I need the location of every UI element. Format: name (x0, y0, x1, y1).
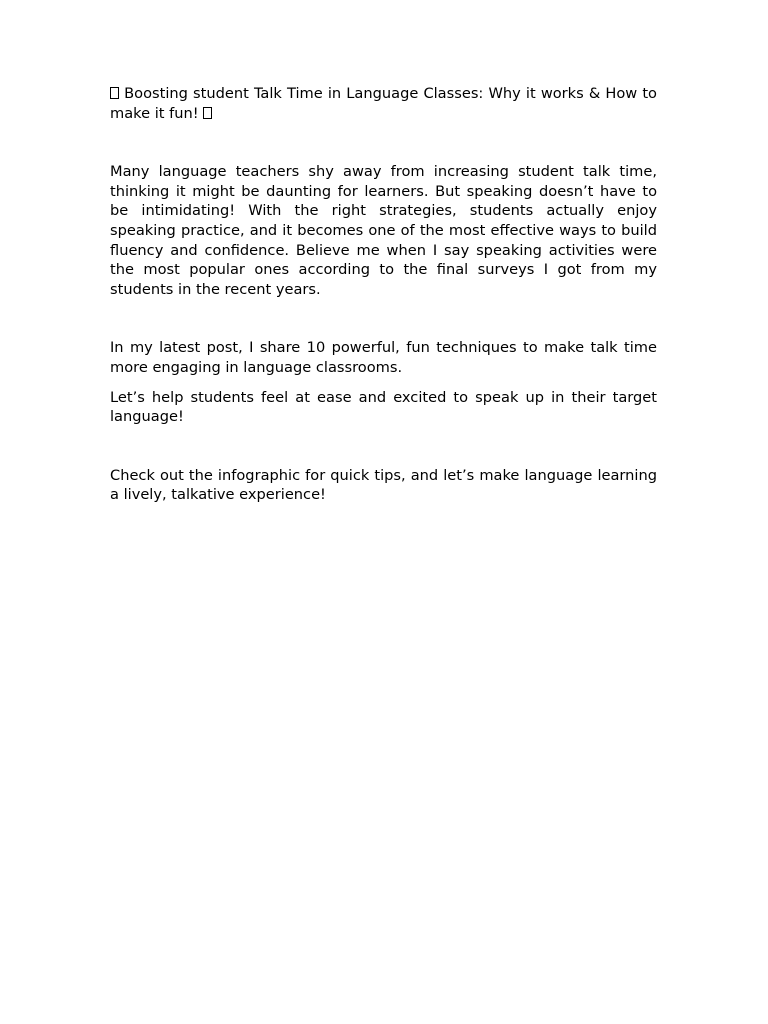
post-title (110, 84, 657, 123)
document-body (110, 84, 657, 505)
paragraph-encouragement: Let’s help students feel at ease and excited to speak up in their target language! (110, 388, 657, 426)
missing-emoji-icon (110, 87, 119, 99)
post-title-text: Boosting student Talk Time in Language Classes: Why it works & How to make it fun! (110, 85, 657, 122)
paragraph-intro: Many language teachers shy away from increasing student talk time, thinking it might be daunting for learners. But speaking doesn’t have to be intimidating! With the right strategies, students actually enjoy speaking practice, and it becomes one of the most effective ways to build fluency and confidence. Believe me when I say speaking activities were the most popular ones according to the final surveys I got from my students in the recent years. (110, 163, 657, 298)
missing-emoji-icon (203, 107, 212, 119)
paragraph-call-to-action: Check out the infographic for quick tips, and let’s make language learning a lively, talkative experience! (110, 466, 657, 504)
paragraph-latest-post: In my latest post, I share 10 powerful, fun techniques to make talk time more engaging in language classrooms. (110, 339, 657, 376)
